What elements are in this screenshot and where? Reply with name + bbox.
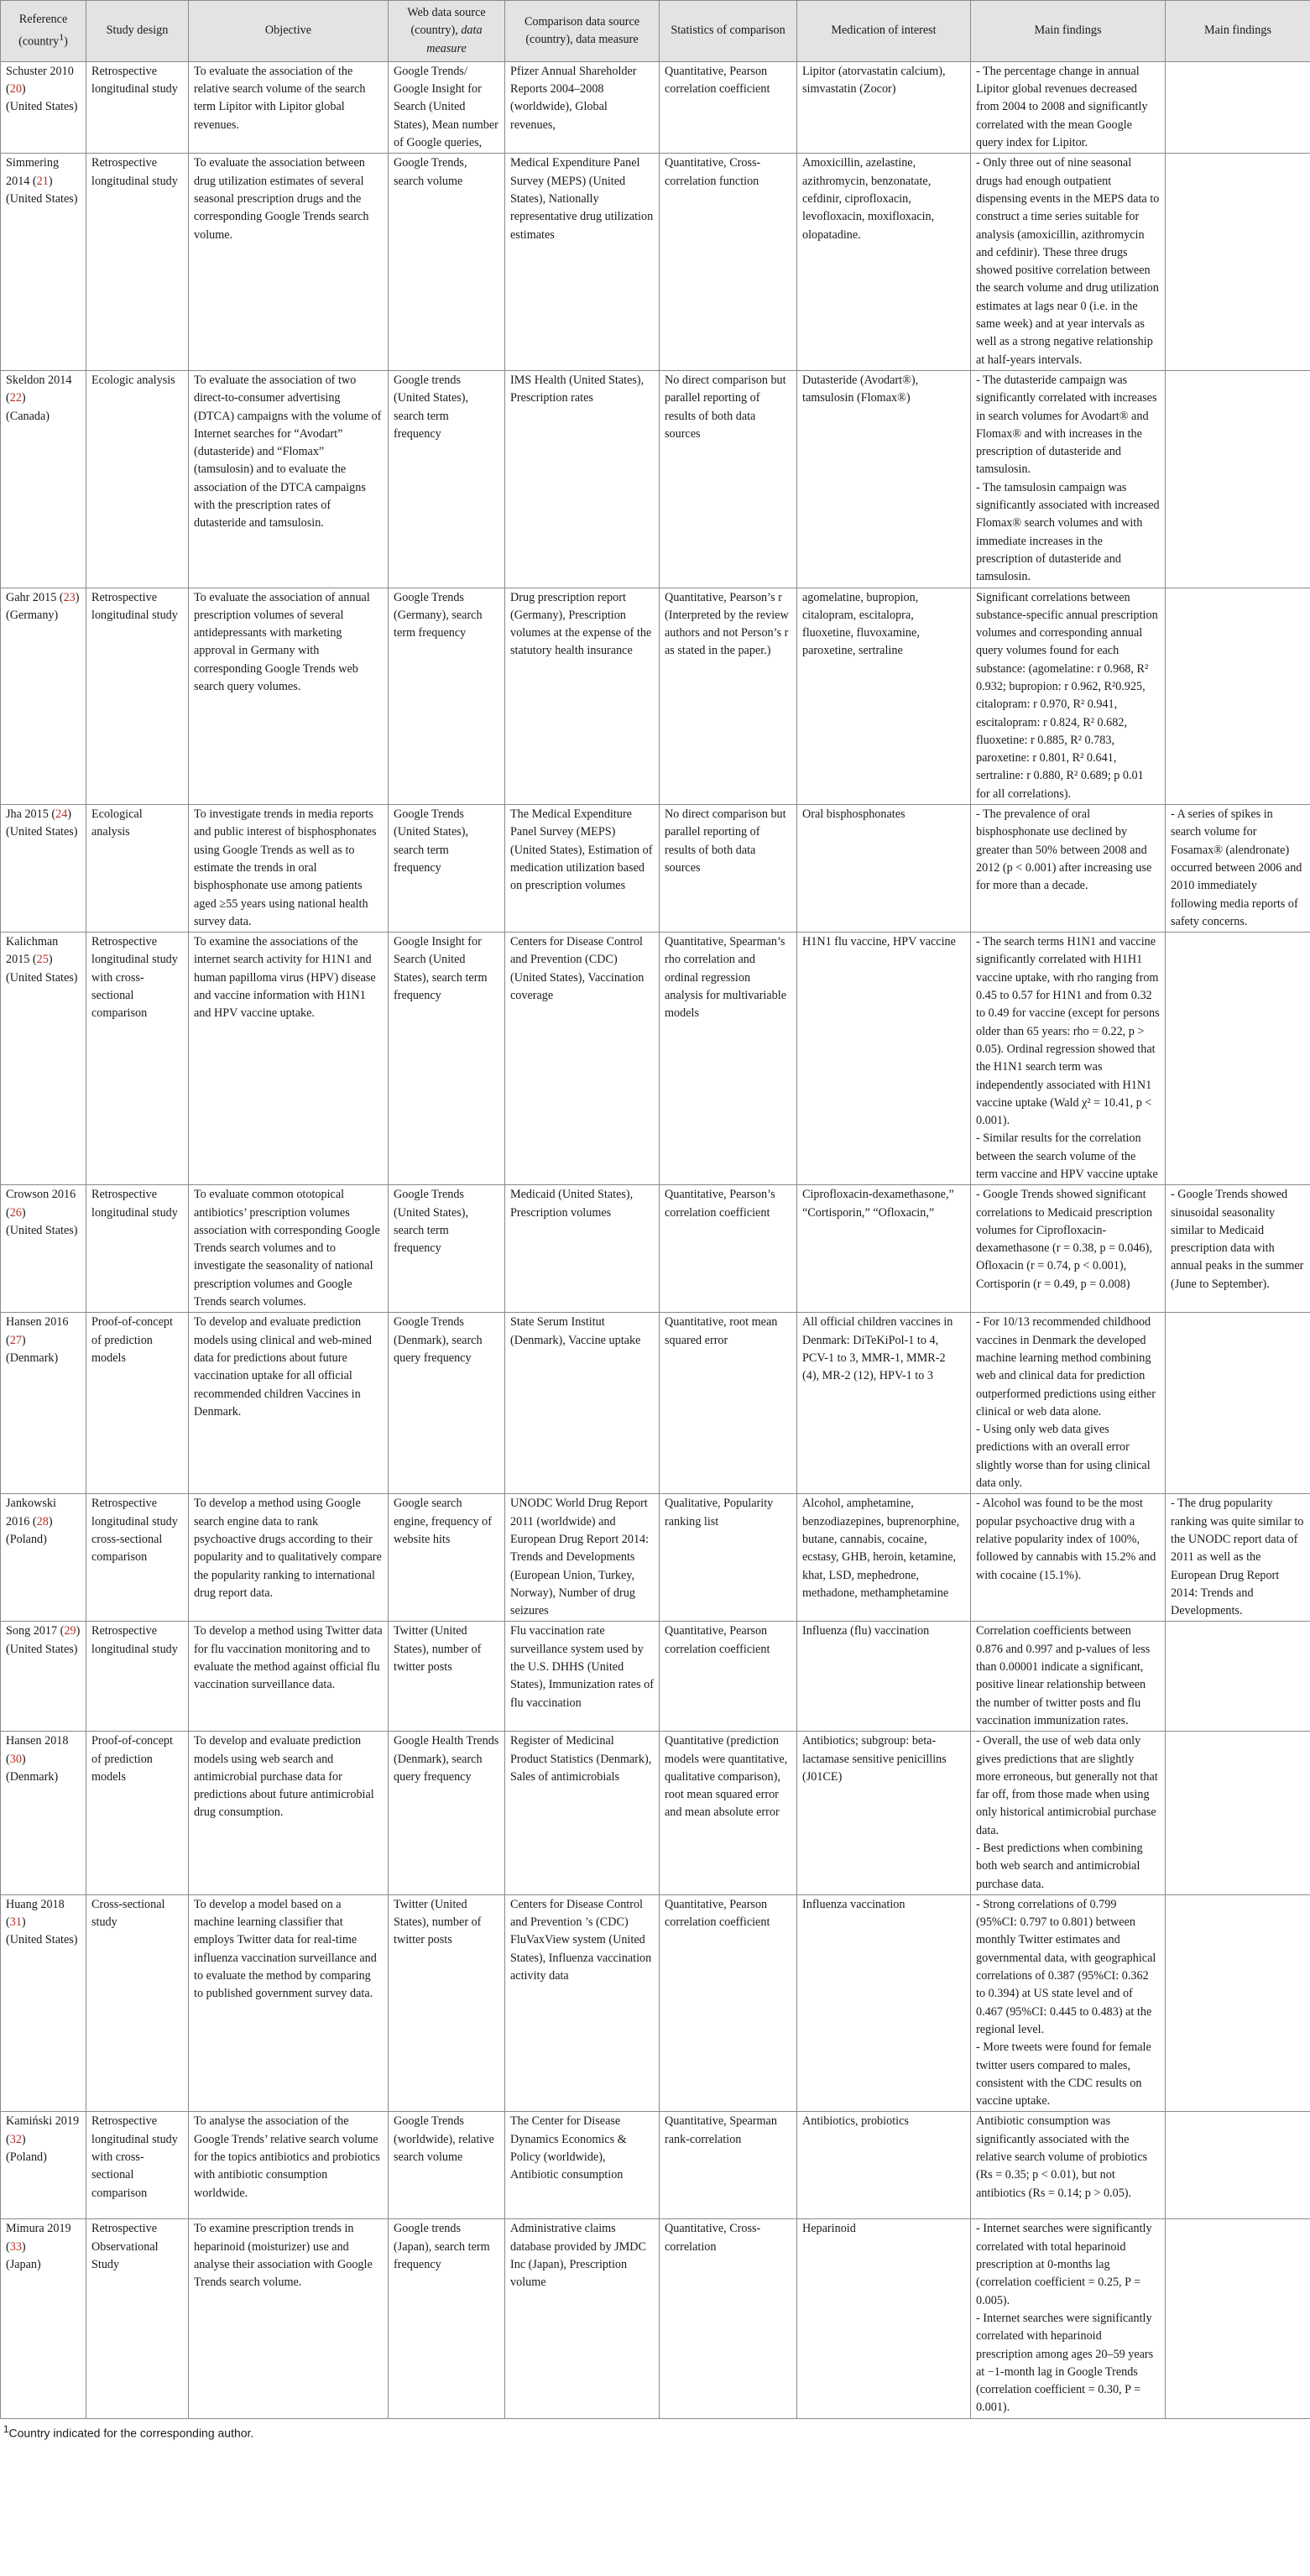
citation-link[interactable]: 30 — [9, 1752, 22, 1766]
cell-web: Google Trends (United States), search term frequency — [389, 805, 505, 933]
table-row — [1, 1622, 1310, 1732]
citation-link[interactable]: 24 — [55, 807, 68, 822]
cell-findings: Correlation coefficients between 0.876 and 0.997 and p-values of less than 0.00001 indicate a significant, positive linear relationship between the number of twitter posts and flu vaccination immunization rates. — [971, 1622, 1166, 1732]
cell-reference — [1, 61, 86, 153]
table-row — [1, 588, 1310, 805]
cell-findings2 — [1166, 2219, 1310, 2418]
cell-reference — [1, 370, 86, 588]
cell-findings2 — [1166, 933, 1310, 1185]
cell-design: Ecologic analysis — [86, 370, 189, 588]
cell-comparison: State Serum Institut (Denmark), Vaccine uptake — [505, 1313, 660, 1494]
cell-medication: Oral bisphosphonates — [797, 805, 971, 933]
reference-author: Kamiński 2019 ( — [6, 2114, 82, 2146]
cell-design: Proof-of-concept of prediction models — [86, 1313, 189, 1494]
cell-objective: To develop and evaluate prediction models using clinical and web-mined data for predictions about future vaccination uptake for all official recommended children Vaccines in Denmark. — [189, 1313, 389, 1494]
cell-objective: To analyse the association of the Google Trends’ relative search volume for the topics antibiotics and probiotics with antibiotic consumption worldwide. — [189, 2112, 389, 2219]
cell-reference — [1, 154, 86, 371]
cell-web: Twitter (United States), number of twitter posts — [389, 1894, 505, 2112]
reference-author: Jankowski 2016 ( — [6, 1497, 60, 1528]
cell-comparison: Drug prescription report (Germany), Prescription volumes at the expense of the statutory health insurance — [505, 588, 660, 805]
cell-objective: To develop a method using Google search engine data to rank psychoactive drugs according to their popularity and to qualitatively compare the popularity ranking to international drug report data. — [189, 1494, 389, 1622]
cell-objective: To evaluate the association between drug utilization estimates of several seasonal prescription drugs and the corresponding Google Trends search volume. — [189, 154, 389, 371]
reference-author: Crowson 2016 ( — [6, 1188, 79, 1220]
cell-findings2 — [1166, 1732, 1310, 1895]
cell-design: Retrospective longitudinal study with cross-sectional comparison — [86, 2112, 189, 2219]
cell-comparison: Register of Medicinal Product Statistics (Denmark), Sales of antimicrobials — [505, 1732, 660, 1895]
cell-findings: Antibiotic consumption was significantly associated with the relative search volume of probiotics (Rs = 0.35; p < 0.01), but not antibiotics (Rs = 0.14; p > 0.05). — [971, 2112, 1166, 2219]
cell-design: Retrospective longitudinal study with cross-sectional comparison — [86, 933, 189, 1185]
header-reference: Reference (country$^1$) — [1, 1, 86, 62]
cell-comparison: Pfizer Annual Shareholder Reports 2004–2008 (worldwide), Global revenues, — [505, 61, 660, 153]
reference-country: ) (United States) — [6, 1205, 78, 1237]
table-row — [1, 1185, 1310, 1313]
cell-reference — [1, 933, 86, 1185]
citation-link[interactable]: 32 — [9, 2132, 22, 2146]
cell-design: Retrospective longitudinal study cross-sectional comparison — [86, 1494, 189, 1622]
table-row — [1, 154, 1310, 371]
header-row — [1, 1, 1310, 62]
cell-web: Google trends (Japan), search term frequency — [389, 2219, 505, 2418]
cell-reference — [1, 2219, 86, 2418]
cell-objective: To investigate trends in media reports and public interest of bisphosphonates using Google Trends as well as to estimate the trends in oral bisphosphonate use among patients aged ≥55 years using national health survey data. — [189, 805, 389, 933]
cell-findings2: - The drug popularity ranking was quite similar to the UNODC report data of 2011 as well as the European Drug Report 2014: Trends and Developments. — [1166, 1494, 1310, 1622]
cell-web: Google Trends (Denmark), search query frequency — [389, 1313, 505, 1494]
citation-link[interactable]: 33 — [9, 2239, 22, 2254]
cell-web: Google search engine, frequency of website hits — [389, 1494, 505, 1622]
header-main-findings: Main findings — [971, 1, 1166, 62]
reference-author: Jha 2015 ( — [6, 807, 56, 822]
citation-link[interactable]: 27 — [9, 1333, 22, 1347]
table-row — [1, 2219, 1310, 2418]
cell-design: Cross-sectional study — [86, 1894, 189, 2112]
cell-findings: - Google Trends showed significant correlations to Medicaid prescription volumes for Ciprofloxacin-dexamethasone (r = 0.38, p = 0.046), Ofloxacin (r = 0.74, p < 0.001), Cortisporin (r = 0.49, p = 0.008) — [971, 1185, 1166, 1313]
cell-comparison: Flu vaccination rate surveillance system used by the U.S. DHHS (United States), Immunization rates of flu vaccination — [505, 1622, 660, 1732]
reference-country: ) (United States) — [6, 953, 78, 985]
citation-link[interactable]: 28 — [36, 1514, 49, 1528]
cell-objective: To evaluate the association of two direct-to-consumer advertising (DTCA) campaigns with the volume of Internet searches for “Avodart” (dutasteride) and “Flomax” (tamsulosin) and to evaluate the association of the DTCA campaigns with the prescription rates of dutasteride and tamsulosin. — [189, 370, 389, 588]
header-medication: Medication of interest — [797, 1, 971, 62]
cell-stats: No direct comparison but parallel reporting of results of both data sources — [660, 805, 797, 933]
table-row — [1, 61, 1310, 153]
cell-design: Ecological analysis — [86, 805, 189, 933]
table-row — [1, 805, 1310, 933]
cell-stats: Quantitative, Pearson correlation coefficient — [660, 61, 797, 153]
cell-stats: Qualitative, Popularity ranking list — [660, 1494, 797, 1622]
cell-web: Google Health Trends (Denmark), search query frequency — [389, 1732, 505, 1895]
cell-findings2 — [1166, 588, 1310, 805]
cell-findings: - Overall, the use of web data only gives predictions that are slightly more erroneous, but generally not that far off, from those made when using only historical antimicrobial purchase data. - Best predictions when combining both web search and antimicrobial purchase data. — [971, 1732, 1166, 1895]
cell-reference — [1, 1313, 86, 1494]
cell-medication: Amoxicillin, azelastine, azithromycin, benzonatate, cefdinir, ciprofloxacin, levofloxacin, moxifloxacin, olopatadine. — [797, 154, 971, 371]
header-main-findings-2: Main findings — [1166, 1, 1310, 62]
cell-stats: Quantitative, Cross-correlation function — [660, 154, 797, 371]
cell-objective: To examine prescription trends in heparinoid (moisturizer) use and analyse their association with Google Trends search volume. — [189, 2219, 389, 2418]
cell-stats: Quantitative, Pearson correlation coefficient — [660, 1894, 797, 2112]
table-row — [1, 933, 1310, 1185]
cell-stats: Quantitative, Cross-correlation — [660, 2219, 797, 2418]
cell-medication: Ciprofloxacin-dexamethasone,” “Cortisporin,” “Ofloxacin,” — [797, 1185, 971, 1313]
cell-comparison: Centers for Disease Control and Prevention ’s (CDC) FluVaxView system (United States), Influenza vaccination activity data — [505, 1894, 660, 2112]
table-row — [1, 2112, 1310, 2219]
reference-author: Schuster 2010 ( — [6, 64, 77, 97]
citation-link[interactable]: 22 — [9, 391, 22, 405]
cell-comparison: The Medical Expenditure Panel Survey (MEPS) (United States), Estimation of medication utilization based on prescription volumes — [505, 805, 660, 933]
cell-findings2 — [1166, 1894, 1310, 2112]
reference-country: ) (Denmark) — [6, 1333, 59, 1365]
cell-objective: To evaluate common ototopical antibiotics’ prescription volumes association with corresponding Google Trends search volumes and to investigate the seasonality of national prescription volumes and Google Trends search volumes. — [189, 1185, 389, 1313]
cell-findings: - Strong correlations of 0.799 (95%CI: 0.797 to 0.801) between monthly Twitter estimates and governmental data, with geographical correlations of 0.387 (95%CI: 0.362 to 0.394) at US state level and of 0.467 (95%CI: 0.445 to 0.483) at the regional level. - More tweets were found for female twitter users compared to males, consistent with the CDC results on vaccine uptake. — [971, 1894, 1166, 2112]
reference-author: Kalichman 2015 ( — [6, 935, 61, 967]
reference-country: ) (United States) — [6, 807, 78, 839]
cell-findings2 — [1166, 1313, 1310, 1494]
citation-link[interactable]: 31 — [9, 1915, 22, 1930]
cell-findings2 — [1166, 1622, 1310, 1732]
cell-design: Proof-of-concept of prediction models — [86, 1732, 189, 1895]
cell-web: Google Trends (Germany), search term frequency — [389, 588, 505, 805]
reference-country: ) (United States) — [6, 174, 78, 206]
cell-objective: To develop and evaluate prediction models using web search and antimicrobial purchase data for predictions about future antimicrobial drug consumption. — [189, 1732, 389, 1895]
cell-findings: - The dutasteride campaign was significantly correlated with increases in search volumes for Avodart® and Flomax® and with increases in the prescription of dutasteride and tamsulosin. - The tamsulosin campaign was significantly associated with increased Flomax® search volumes and with immediate increases in the prescription of dutasteride and tamsulosin. — [971, 370, 1166, 588]
header-statistics: Statistics of comparison — [660, 1, 797, 62]
cell-stats: No direct comparison but parallel reporting of results of both data sources — [660, 370, 797, 588]
cell-web: Google Trends (worldwide), relative search volume — [389, 2112, 505, 2219]
cell-medication: Dutasteride (Avodart®), tamsulosin (Flomax®) — [797, 370, 971, 588]
cell-comparison: Medicaid (United States), Prescription volumes — [505, 1185, 660, 1313]
cell-reference — [1, 1622, 86, 1732]
cell-design: Retrospective longitudinal study — [86, 61, 189, 153]
cell-findings: Significant correlations between substance-specific annual prescription volumes and corresponding annual query volumes found for each substance: (agomelatine: r 0.968, R² 0.932; bupropion: r 0.962, R²0.925, citalopram: r 0.970, R² 0.941, escitalopram: r 0.824, R² 0.682, fluoxetine: r 0.885, R² 0.783, paroxetine: r 0.801, R² 0.641, sertraline: r 0.880, R² 0.689; p 0.01 for all correlations). — [971, 588, 1166, 805]
cell-reference — [1, 805, 86, 933]
cell-reference — [1, 1185, 86, 1313]
citation-link[interactable]: 26 — [9, 1205, 22, 1220]
cell-findings: - Only three out of nine seasonal drugs had enough outpatient dispensing events in the MEPS data to construct a time series suitable for analysis (amoxicillin, azithromycin and cefdinir). These three drugs showed positive correlation between the search volume and drug utilization estimates at lags near 0 (i.e. in the same week) and at year intervals as well as a strong negative relationship at half-years intervals. — [971, 154, 1166, 371]
cell-findings2 — [1166, 2112, 1310, 2219]
cell-findings: - The prevalence of oral bisphosphonate use declined by greater than 50% between 2008 and 2012 (p < 0.001) after increasing use for more than a decade. — [971, 805, 1166, 933]
cell-comparison: Medical Expenditure Panel Survey (MEPS) (United States), Nationally representative drug utilization estimates — [505, 154, 660, 371]
footnote: $^1$Country indicated for the corresponding author. — [3, 2423, 254, 2440]
table-row — [1, 1494, 1310, 1622]
reference-author: Skeldon 2014 ( — [6, 373, 75, 405]
table-row — [1, 370, 1310, 588]
cell-medication: All official children vaccines in Denmark: DiTeKiPol-1 to 4, PCV-1 to 3, MMR-1, MMR-2 (4), MR-2 (12), HPV-1 to 3 — [797, 1313, 971, 1494]
cell-findings2 — [1166, 61, 1310, 153]
reference-country: ) (Canada) — [6, 391, 50, 423]
cell-comparison: UNODC World Drug Report 2011 (worldwide) and European Drug Report 2014: Trends and Developments (European Union, Turkey, Norway), Number of drug seizures — [505, 1494, 660, 1622]
cell-findings: - For 10/13 recommended childhood vaccines in Denmark the developed machine learning method combining web and clinical data for prediction outperformed predictions using either clinical or web data alone. - Using only web data gives predictions with an overall error slightly worse than for using clinical data only. — [971, 1313, 1166, 1494]
reference-country: ) (Poland) — [6, 2132, 47, 2165]
reference-country: ) (United States) — [6, 82, 78, 114]
cell-reference — [1, 1732, 86, 1895]
header-objective: Objective — [189, 1, 389, 62]
cell-stats: Quantitative, Spearman’s rho correlation and ordinal regression analysis for multivariable models — [660, 933, 797, 1185]
cell-objective: To evaluate the association of annual prescription volumes of several antidepressants with marketing approval in Germany with corresponding Google Trends web search query volumes. — [189, 588, 389, 805]
header-comparison-source: Comparison data source (country), data measure — [505, 1, 660, 62]
cell-medication: Influenza vaccination — [797, 1894, 971, 2112]
reference-author: Song 2017 ( — [6, 1624, 65, 1638]
reference-author: Gahr 2015 ( — [6, 590, 64, 604]
reference-author: Hansen 2016 ( — [6, 1315, 72, 1347]
cell-objective: To evaluate the association of the relative search volume of the search term Lipitor with Lipitor global revenues. — [189, 61, 389, 153]
cell-findings: - The percentage change in annual Lipitor global revenues decreased from 2004 to 2008 and significantly correlated with the mean Google query index for Lipitor. — [971, 61, 1166, 153]
reference-country: ) (United States) — [6, 1915, 78, 1947]
cell-medication: Alcohol, amphetamine, benzodiazepines, buprenorphine, butane, cannabis, cocaine, ecstasy, GHB, heroin, ketamine, khat, LSD, mephedrone, methadone, methamphetamine — [797, 1494, 971, 1622]
reference-author: Hansen 2018 ( — [6, 1734, 72, 1766]
cell-findings2: - Google Trends showed sinusoidal seasonality similar to Medicaid prescription data with annual peaks in the summer (June to September). — [1166, 1185, 1310, 1313]
cell-stats: Quantitative, Pearson correlation coefficient — [660, 1622, 797, 1732]
reference-country: ) (Japan) — [6, 2239, 41, 2272]
citation-link[interactable]: 21 — [36, 174, 49, 188]
cell-design: Retrospective longitudinal study — [86, 588, 189, 805]
cell-web: Google Trends (United States), search term frequency — [389, 1185, 505, 1313]
cell-objective: To develop a method using Twitter data for flu vaccination monitoring and to evaluate the method against official flu vaccination surveillance data. — [189, 1622, 389, 1732]
cell-web: Google Trends, search volume — [389, 154, 505, 371]
table-row — [1, 1894, 1310, 2112]
header-web-data-source: Web data source (country), data measure — [389, 1, 505, 62]
reference-author: Simmering 2014 ( — [6, 156, 62, 188]
cell-findings: - The search terms H1N1 and vaccine significantly correlated with H1H1 vaccine uptake, with rho ranging from 0.45 to 0.57 for H1N1 and from 0.32 to 0.49 for vaccine (except for persons older than 65 years: rho = 0.22, p > 0.05). Ordinal regression showed that the H1N1 search term was independently associated with H1N1 vaccine uptake (Wald χ² = 10.41, p < 0.001). - Similar results for the correlation between the search volume of the term vaccine and HPV vaccine uptake — [971, 933, 1166, 1185]
cell-design: Retrospective longitudinal study — [86, 154, 189, 371]
cell-medication: Antibiotics; subgroup: beta-lactamase sensitive penicillins (J01CE) — [797, 1732, 971, 1895]
cell-stats: Quantitative, Pearson’s correlation coefficient — [660, 1185, 797, 1313]
citation-link[interactable]: 23 — [63, 590, 76, 604]
cell-medication: Influenza (flu) vaccination — [797, 1622, 971, 1732]
cell-comparison: Centers for Disease Control and Prevention (CDC) (United States), Vaccination coverage — [505, 933, 660, 1185]
cell-web: Google Trends/ Google Insight for Search (United States), Mean number of Google queries, — [389, 61, 505, 153]
cell-stats: Quantitative (prediction models were quantitative, qualitative comparison), root mean squared error and mean absolute error — [660, 1732, 797, 1895]
cell-stats: Quantitative, root mean squared error — [660, 1313, 797, 1494]
cell-medication: Lipitor (atorvastatin calcium), simvastatin (Zocor) — [797, 61, 971, 153]
cell-reference — [1, 2112, 86, 2219]
reference-author: Huang 2018 ( — [6, 1897, 68, 1930]
reference-country: ) (United States) — [6, 1624, 81, 1656]
table-row — [1, 1732, 1310, 1895]
cell-findings: - Alcohol was found to be the most popular psychoactive drug with a relative popularity index of 100%, followed by cannabis with 15.2% and with cocaine (15.1%). — [971, 1494, 1166, 1622]
cell-medication: Heparinoid — [797, 2219, 971, 2418]
cell-findings: - Internet searches were significantly correlated with total heparinoid prescription at 0-months lag (correlation coefficient = 0.25, P = 0.005). - Internet searches were significantly correlated with heparinoid prescription among ages 20–59 years at −1-month lag in Google Trends (correlation coefficient = 0.30, P = 0.001). — [971, 2219, 1166, 2418]
cell-comparison: IMS Health (United States), Prescription rates — [505, 370, 660, 588]
cell-web: Google trends (United States), search term frequency — [389, 370, 505, 588]
table-body — [1, 61, 1310, 2418]
cell-reference — [1, 1494, 86, 1622]
cell-stats: Quantitative, Spearman rank-correlation — [660, 2112, 797, 2219]
header-study-design: Study design — [86, 1, 189, 62]
citation-link[interactable]: 25 — [36, 953, 49, 967]
cell-reference — [1, 588, 86, 805]
cell-design: Retrospective longitudinal study — [86, 1622, 189, 1732]
cell-findings2 — [1166, 370, 1310, 588]
cell-web: Google Insight for Search (United States), search term frequency — [389, 933, 505, 1185]
cell-comparison: The Center for Disease Dynamics Economics & Policy (worldwide), Antibiotic consumption — [505, 2112, 660, 2219]
cell-medication: agomelatine, bupropion, citalopram, escitalopra, fluoxetine, fluvoxamine, paroxetine, sertraline — [797, 588, 971, 805]
cell-objective: To develop a model based on a machine learning classifier that employs Twitter data for real-time influenza vaccination surveillance and to evaluate the method by comparing to published government survey data. — [189, 1894, 389, 2112]
cell-design: Retrospective Observational Study — [86, 2219, 189, 2418]
cell-reference — [1, 1894, 86, 2112]
cell-medication: H1N1 flu vaccine, HPV vaccine — [797, 933, 971, 1185]
citation-link[interactable]: 29 — [64, 1624, 76, 1638]
cell-stats: Quantitative, Pearson’s r (Interpreted by the review authors and not Person’s r as stated in the paper.) — [660, 588, 797, 805]
cell-web: Twitter (United States), number of twitter posts — [389, 1622, 505, 1732]
reference-country: ) (Germany) — [6, 590, 80, 622]
cell-medication: Antibiotics, probiotics — [797, 2112, 971, 2219]
cell-findings2: - A series of spikes in search volume for Fosamax® (alendronate) occurred between 2006 and 2010 immediately following media reports of safety concerns. — [1166, 805, 1310, 933]
cell-objective: To examine the associations of the internet search activity for H1N1 and human papilloma virus (HPV) disease and vaccine information with H1N1 and HPV vaccine uptake. — [189, 933, 389, 1185]
reference-author: Mimura 2019 ( — [6, 2222, 75, 2254]
reference-country: ) (Denmark) — [6, 1752, 59, 1784]
cell-design: Retrospective longitudinal study — [86, 1185, 189, 1313]
cell-comparison: Administrative claims database provided by JMDC Inc (Japan), Prescription volume — [505, 2219, 660, 2418]
citation-link[interactable]: 20 — [9, 82, 22, 97]
cell-findings2 — [1166, 154, 1310, 371]
reference-country: ) (Poland) — [6, 1514, 53, 1546]
table-row — [1, 1313, 1310, 1494]
